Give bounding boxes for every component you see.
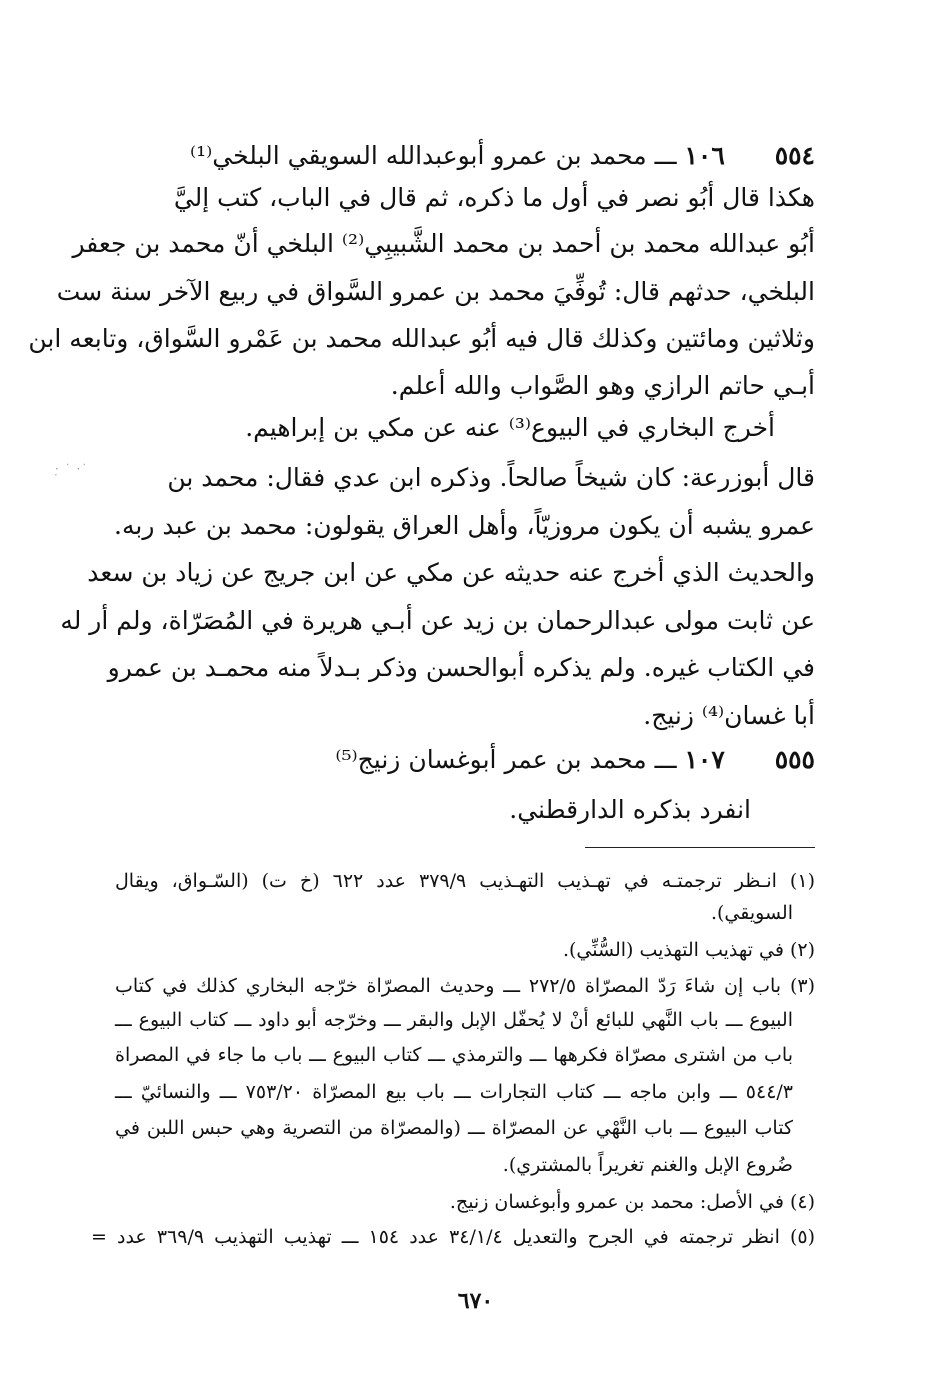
body-line-12: أبا غسان⁽⁴⁾ زنيج.	[643, 701, 815, 730]
footnote-1: (١) انـظر ترجمتـه في تهـذيب التهـذيب ٣٧٩/٩ عدد ٦٢٢ (خ ت) (السّـواق، ويقال	[115, 870, 815, 892]
scan-mark-decoration: ·̣ ˙ ·˙	[55, 462, 89, 476]
footnote-3-cont-3: ٥٤٤/٣ ـــ وابن ماجه ـــ كتاب التجارات ـــ باب بيع المصرّاة ٧٥٣/٢٠ ـــ والنسائيّ ـــ	[115, 1081, 794, 1103]
footnote-2: (٢) في تهذيب التهذيب (السُّنِّي).	[562, 939, 815, 961]
footnote-1-cont: السويقي).	[710, 902, 793, 924]
entry-heading-107	[135, 740, 815, 780]
body-line-8: عمرو يشبه أن يكون مروزيّاً، وأهل العراق يقولون: محمد بن عبد ربه.	[114, 511, 815, 540]
footnote-3-cont-2: باب من اشترى مصرّاة فكرهها ـــ والترمذي ـــ كتاب البيوع ـــ باب ما جاء في المصراة	[115, 1044, 793, 1066]
page-number: ٦٧٠	[457, 1288, 494, 1314]
entry-sequence: ١٠٦	[684, 141, 725, 170]
footnote-3-cont-5: ضُروع الإبل والغنم تغريراً بالمشتري).	[502, 1154, 793, 1176]
entry-dash: ـــ	[654, 141, 677, 170]
footnote-3-cont-1: البيوع ـــ باب النَّهي للبائع أنْ لا يُحفّل الإبل والبقر ـــ وخرّجه أبو داود ـــ كتاب البيوع ـــ	[115, 1009, 793, 1031]
body-line-7: قال أبوزرعة: كان شيخاً صالحاً. وذكره ابن عدي فقال: محمد بن	[167, 463, 815, 492]
body-line-5: أبـي حاتم الرازي وهو الصَّواب والله أعلم.	[390, 371, 815, 400]
entry-number: ٥٥٤	[774, 141, 815, 170]
body-line-2: أبُو عبدالله محمد بن أحمد بن محمد الشَّبيبِي⁽²⁾ البلخي أنّ محمد بن جعفر	[72, 229, 815, 258]
footnote-separator	[585, 847, 815, 848]
body-line-4: وثلاثين ومائتين وكذلك قال فيه أبُو عبدالله محمد بن عَمْرو السَّواق، وتابعه ابن	[28, 324, 815, 353]
body-line-3: البلخي، حدثهم قال: تُوفِّيَ محمد بن عمرو السَّواق في ربيع الآخر سنة ست	[56, 277, 815, 306]
entry-title: محمد بن عمر أبوغسان زنيج⁽⁵⁾	[335, 745, 647, 774]
body-line-1: هكذا قال أبُو نصر في أول ما ذكره، ثم قال في الباب، كتب إليَّ	[173, 183, 815, 212]
entry-107-text: انفرد بذكره الدارقطني.	[509, 795, 751, 824]
footnote-3: (٣) باب إن شاءَ رَدّ المصرّاة ٢٧٢/٥ ـــ وحديث المصرّاة خرّجه البخاري كذلك في كتاب	[115, 975, 816, 997]
entry-dash: ـــ	[654, 745, 677, 774]
footnote-5: (٥) انظر ترجمته في الجرح والتعديل ٣٤/١/٤ عدد ١٥٤ ـــ تهذيب التهذيب ٣٦٩/٩ عدد =	[91, 1226, 815, 1248]
body-line-9: والحديث الذي أخرج عنه حديثه عن مكي عن ابن جريج عن زياد بن سعد	[87, 558, 815, 587]
footnote-3-cont-4: كتاب البيوع ـــ باب النَّهْي عن المصرّاة ـــ (والمصرّاة من التصرية وهي حبس اللبن في	[115, 1117, 793, 1139]
body-line-6: أخرج البخاري في البيوع⁽³⁾ عنه عن مكي بن إبراهيم.	[245, 413, 775, 442]
entry-sequence: ١٠٧	[684, 745, 725, 774]
body-line-10: عن ثابت مولى عبدالرحمان بن زيد عن أبـي هريرة في المُصَرّاة، ولم أر له	[60, 606, 815, 635]
body-line-11: في الكتاب غيره. ولم يذكره أبوالحسن وذكر بـدلاً منه محمـد بن عمرو	[107, 653, 815, 682]
entry-number: ٥٥٥	[774, 745, 815, 774]
entry-heading-106	[135, 136, 815, 176]
footnote-4: (٤) في الأصل: محمد بن عمرو وأبوغسان زنيج.	[449, 1191, 815, 1213]
entry-title: محمد بن عمرو أبوعبدالله السويقي البلخي⁽¹⁾	[190, 141, 647, 170]
